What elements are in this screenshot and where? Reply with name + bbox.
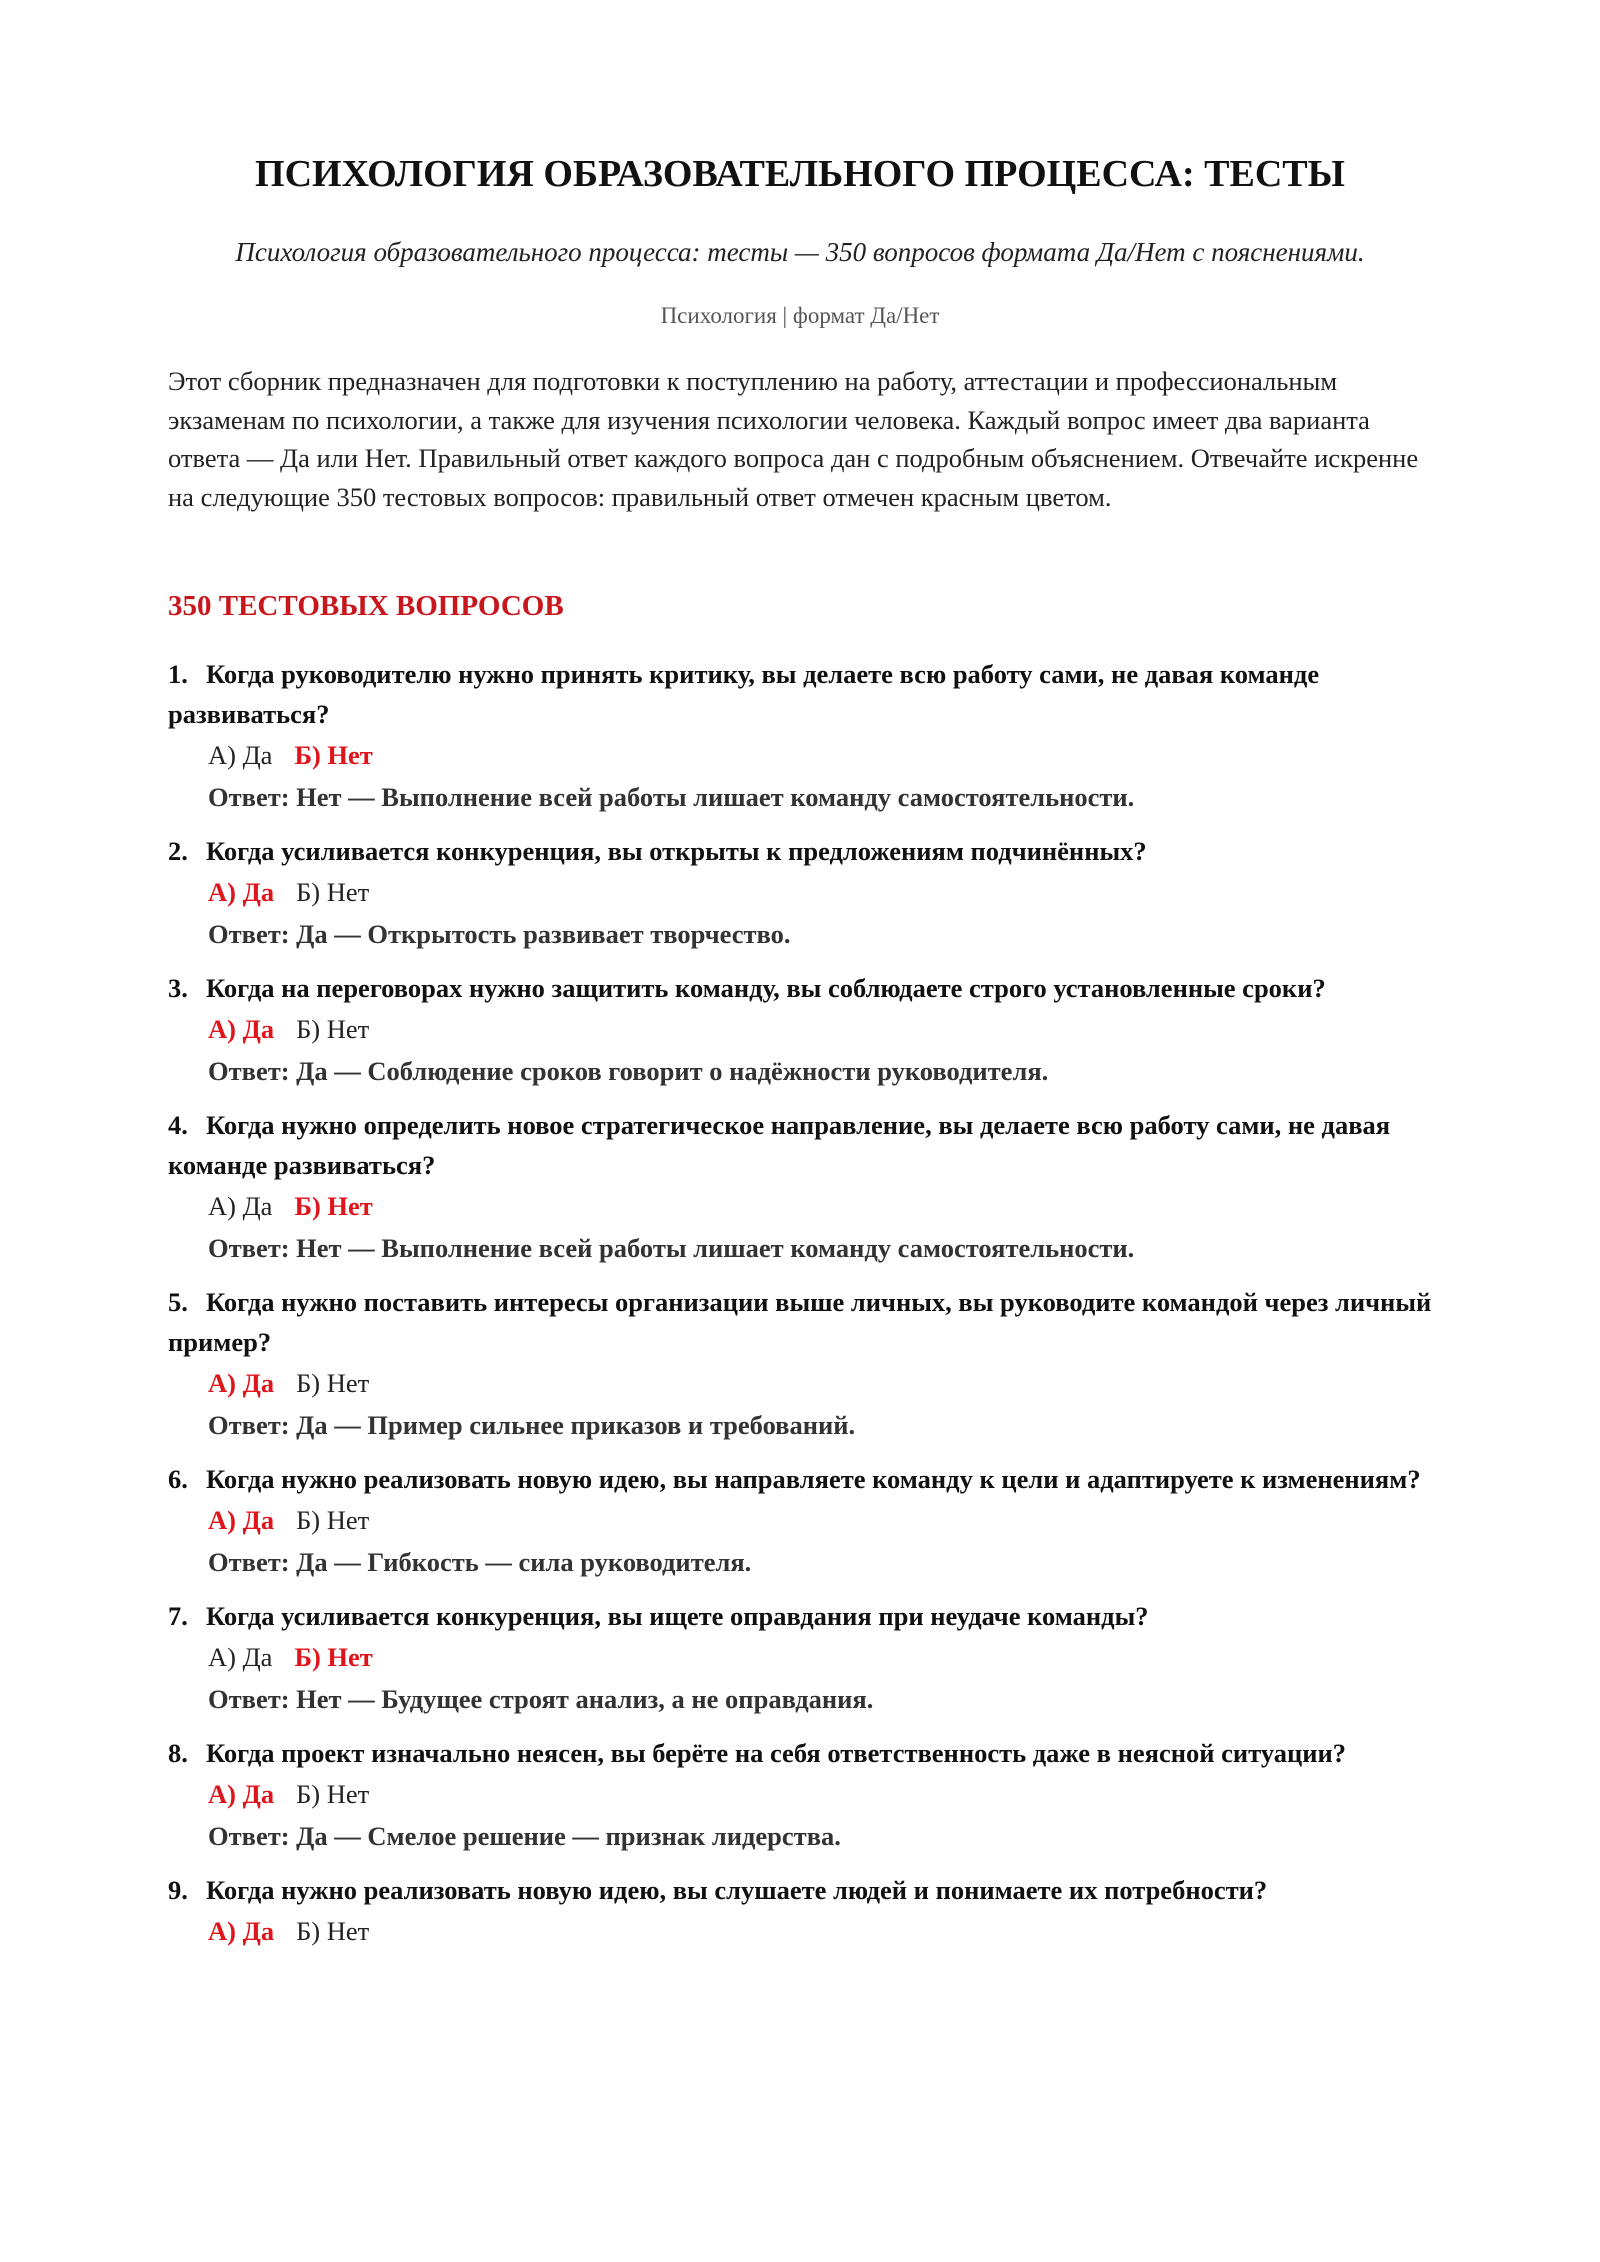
option-correct: Б) Нет: [294, 1642, 373, 1672]
question-text: [168, 1459, 1458, 1499]
question-item: [168, 1733, 1458, 1857]
answer-options: [168, 1362, 1458, 1404]
option: Б) Нет: [296, 1505, 370, 1535]
option-correct: А) Да: [208, 1779, 275, 1809]
option-correct: Б) Нет: [294, 740, 373, 770]
option: Б) Нет: [296, 1779, 370, 1809]
question-text: [168, 831, 1458, 871]
question-text: [168, 1733, 1458, 1773]
question-label: Когда нужно реализовать новую идею, вы направляете команду к цели и адаптируете к изменениям?: [206, 1464, 1421, 1494]
answer-explanation: Ответ: Да — Соблюдение сроков говорит о надёжности руководителя.: [208, 1056, 1049, 1086]
answer-explanation: Ответ: Да — Смелое решение — признак лидерства.: [208, 1821, 841, 1851]
answer-explanation: Ответ: Нет — Выполнение всей работы лишает команду самостоятельности.: [208, 782, 1135, 812]
answer-options: [168, 1499, 1458, 1541]
option: Б) Нет: [296, 1014, 370, 1044]
option-correct: А) Да: [208, 1368, 275, 1398]
question-number: 2.: [168, 836, 188, 866]
question-item: [168, 1105, 1458, 1269]
question-text: [168, 1105, 1458, 1185]
question-item: [168, 968, 1458, 1092]
option: Б) Нет: [296, 1916, 370, 1946]
question-label: Когда на переговорах нужно защитить команду, вы соблюдаете строго установленные сроки?: [206, 973, 1326, 1003]
answer-options: [168, 1773, 1458, 1815]
option-correct: А) Да: [208, 1916, 275, 1946]
question-number: 5.: [168, 1287, 188, 1317]
question-number: 6.: [168, 1464, 188, 1494]
section-heading: 350 ТЕСТОВЫХ ВОПРОСОВ: [168, 590, 564, 622]
question-item: [168, 654, 1458, 818]
question-number: 8.: [168, 1738, 188, 1768]
option-correct: А) Да: [208, 877, 275, 907]
question-label: Когда руководителю нужно принять критику, вы делаете всю работу сами, не давая команде развиваться?: [168, 659, 1320, 729]
question-item: [168, 1459, 1458, 1583]
option: Б) Нет: [296, 1368, 370, 1398]
option: А) Да: [208, 740, 273, 770]
question-text: [168, 1596, 1458, 1636]
answer-options: [168, 871, 1458, 913]
question-number: 4.: [168, 1110, 188, 1140]
answer-explanation: Ответ: Да — Пример сильнее приказов и требований.: [208, 1410, 856, 1440]
question-label: Когда нужно определить новое стратегическое направление, вы делаете всю работу сами, не давая команде развиваться?: [168, 1110, 1391, 1180]
question-label: Когда усиливается конкуренция, вы ищете оправдания при неудаче команды?: [206, 1601, 1149, 1631]
answer-explanation: Ответ: Да — Открытость развивает творчество.: [208, 919, 791, 949]
answer-options: [168, 1636, 1458, 1678]
question-number: 3.: [168, 973, 188, 1003]
answer-explanation: Ответ: Нет — Будущее строят анализ, а не оправдания.: [208, 1684, 874, 1714]
question-number: 9.: [168, 1875, 188, 1905]
option-correct: А) Да: [208, 1505, 275, 1535]
option: А) Да: [208, 1642, 273, 1672]
question-number: 7.: [168, 1601, 188, 1631]
option: Б) Нет: [296, 877, 370, 907]
answer-options: [168, 1185, 1458, 1227]
question-number: 1.: [168, 659, 188, 689]
question-label: Когда нужно поставить интересы организации выше личных, вы руководите командой через личный пример?: [168, 1287, 1432, 1357]
question-label: Когда нужно реализовать новую идею, вы слушаете людей и понимаете их потребности?: [206, 1875, 1268, 1905]
option-correct: Б) Нет: [294, 1191, 373, 1221]
intro-paragraph: Этот сборник предназначен для подготовки к поступлению на работу, аттестации и профессиональным экзаменам по психологии, а также для изучения психологии человека. Каждый вопрос имеет два варианта ответа — Да или Нет. Правильный ответ каждого вопроса дан с подробным объяснением. Отвечайте искренне на следующие 350 тестовых вопросов: правильный ответ отмечен красным цветом.: [168, 366, 1419, 512]
document-subtitle: Психология образовательного процесса: тесты — 350 вопросов формата Да/Нет с пояснениями.: [235, 237, 1365, 267]
answer-options: [168, 1008, 1458, 1050]
questions-list: [168, 654, 1458, 1965]
answer-options: [168, 1910, 1458, 1952]
question-item: [168, 1870, 1458, 1952]
question-label: Когда усиливается конкуренция, вы открыты к предложениям подчинённых?: [206, 836, 1147, 866]
question-text: [168, 1870, 1458, 1910]
question-text: [168, 1282, 1458, 1362]
question-text: [168, 654, 1458, 734]
answer-options: [168, 734, 1458, 776]
document-meta: Психология | формат Да/Нет: [660, 303, 940, 328]
document-title: ПСИХОЛОГИЯ ОБРАЗОВАТЕЛЬНОГО ПРОЦЕССА: ТЕСТЫ: [255, 153, 1345, 195]
answer-explanation: Ответ: Да — Гибкость — сила руководителя.: [208, 1547, 752, 1577]
question-item: [168, 1282, 1458, 1446]
question-text: [168, 968, 1458, 1008]
question-item: [168, 831, 1458, 955]
option: А) Да: [208, 1191, 273, 1221]
question-item: [168, 1596, 1458, 1720]
question-label: Когда проект изначально неясен, вы берёте на себя ответственность даже в неясной ситуации?: [206, 1738, 1347, 1768]
option-correct: А) Да: [208, 1014, 275, 1044]
answer-explanation: Ответ: Нет — Выполнение всей работы лишает команду самостоятельности.: [208, 1233, 1135, 1263]
